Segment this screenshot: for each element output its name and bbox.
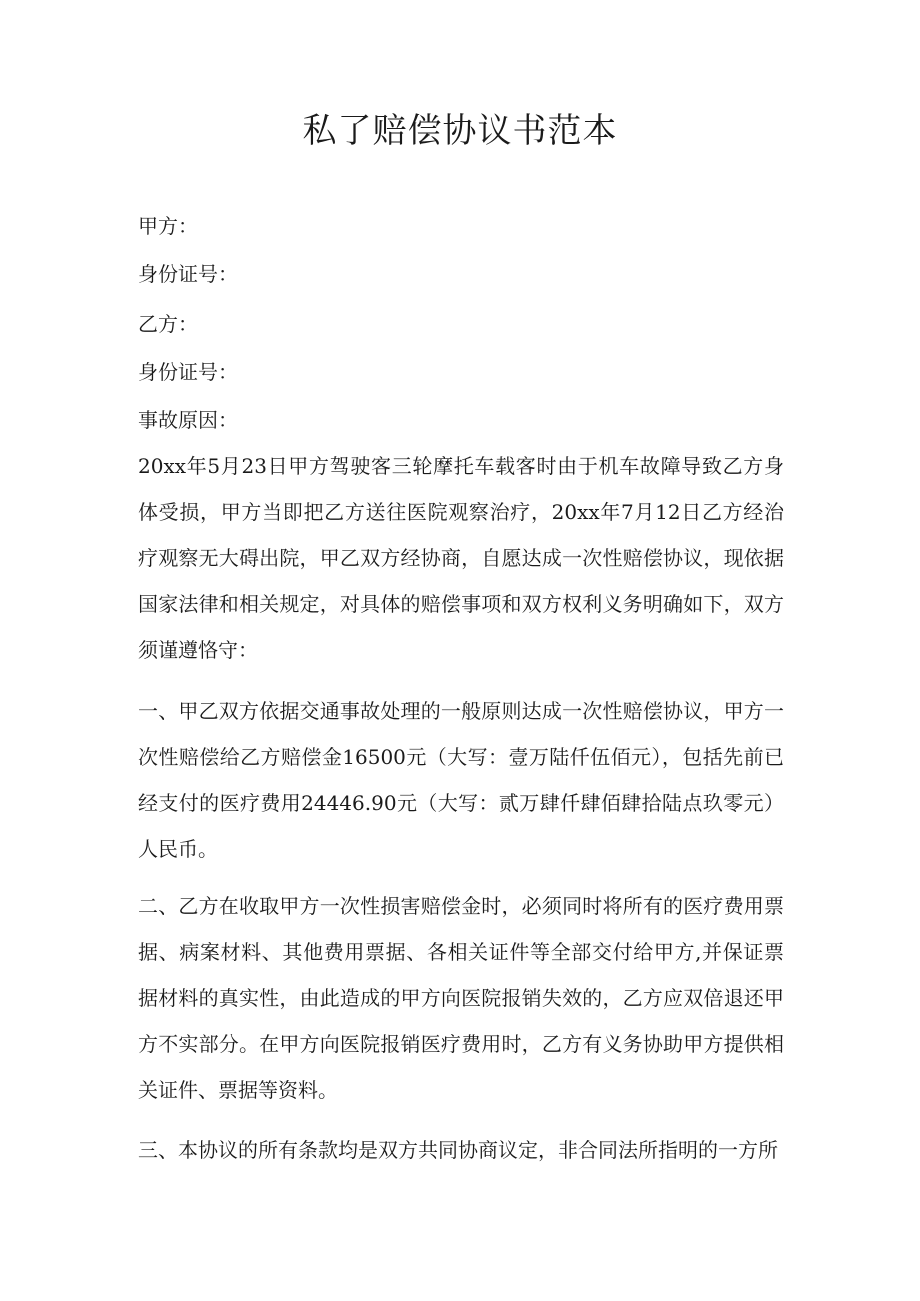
party-a-id-label: 身份证号： xyxy=(138,262,238,286)
party-b-label: 乙方： xyxy=(138,312,198,336)
document-title: 私了赔偿协议书范本 xyxy=(302,111,618,151)
accident-description-paragraph: 20xx年5月23日甲方驾驶客三轮摩托车载客时由于机车故障导致乙方身体受损，甲方当即把乙方送往医院观察治疗，20xx年7月12日乙方经治疗观察无大碍出院，甲乙双方经协商，自愿达成一次性赔偿协议，现依据国家法律和相关规定，对具体的赔偿事项和双方权利义务明确如下，双方须谨遵恪守： xyxy=(138,454,784,662)
clause-one-paragraph: 一、甲乙双方依据交通事故处理的一般原则达成一次性赔偿协议，甲方一次性赔偿给乙方赔偿金16500元（大写：壹万陆仟伍佰元），包括先前已经支付的医疗费用24446.90元（大写：贰万肆仟肆佰肆拾陆点玖零元）人民币。 xyxy=(138,699,784,861)
clause-two-paragraph: 二、乙方在收取甲方一次性损害赔偿金时，必须同时将所有的医疗费用票据、病案材料、其他费用票据、各相关证件等全部交付给甲方,并保证票据材料的真实性，由此造成的甲方向医院报销失效的，乙方应双倍退还甲方不实部分。在甲方向医院报销医疗费用时，乙方有义务协助甲方提供相关证件、票据等资料。 xyxy=(138,894,784,1102)
party-a-label: 甲方： xyxy=(138,214,198,238)
clause-three-paragraph: 三、本协议的所有条款均是双方共同协商议定，非合同法所指明的一方所 xyxy=(138,1138,778,1162)
accident-cause-label: 事故原因： xyxy=(138,408,238,432)
party-b-id-label: 身份证号： xyxy=(138,360,238,384)
